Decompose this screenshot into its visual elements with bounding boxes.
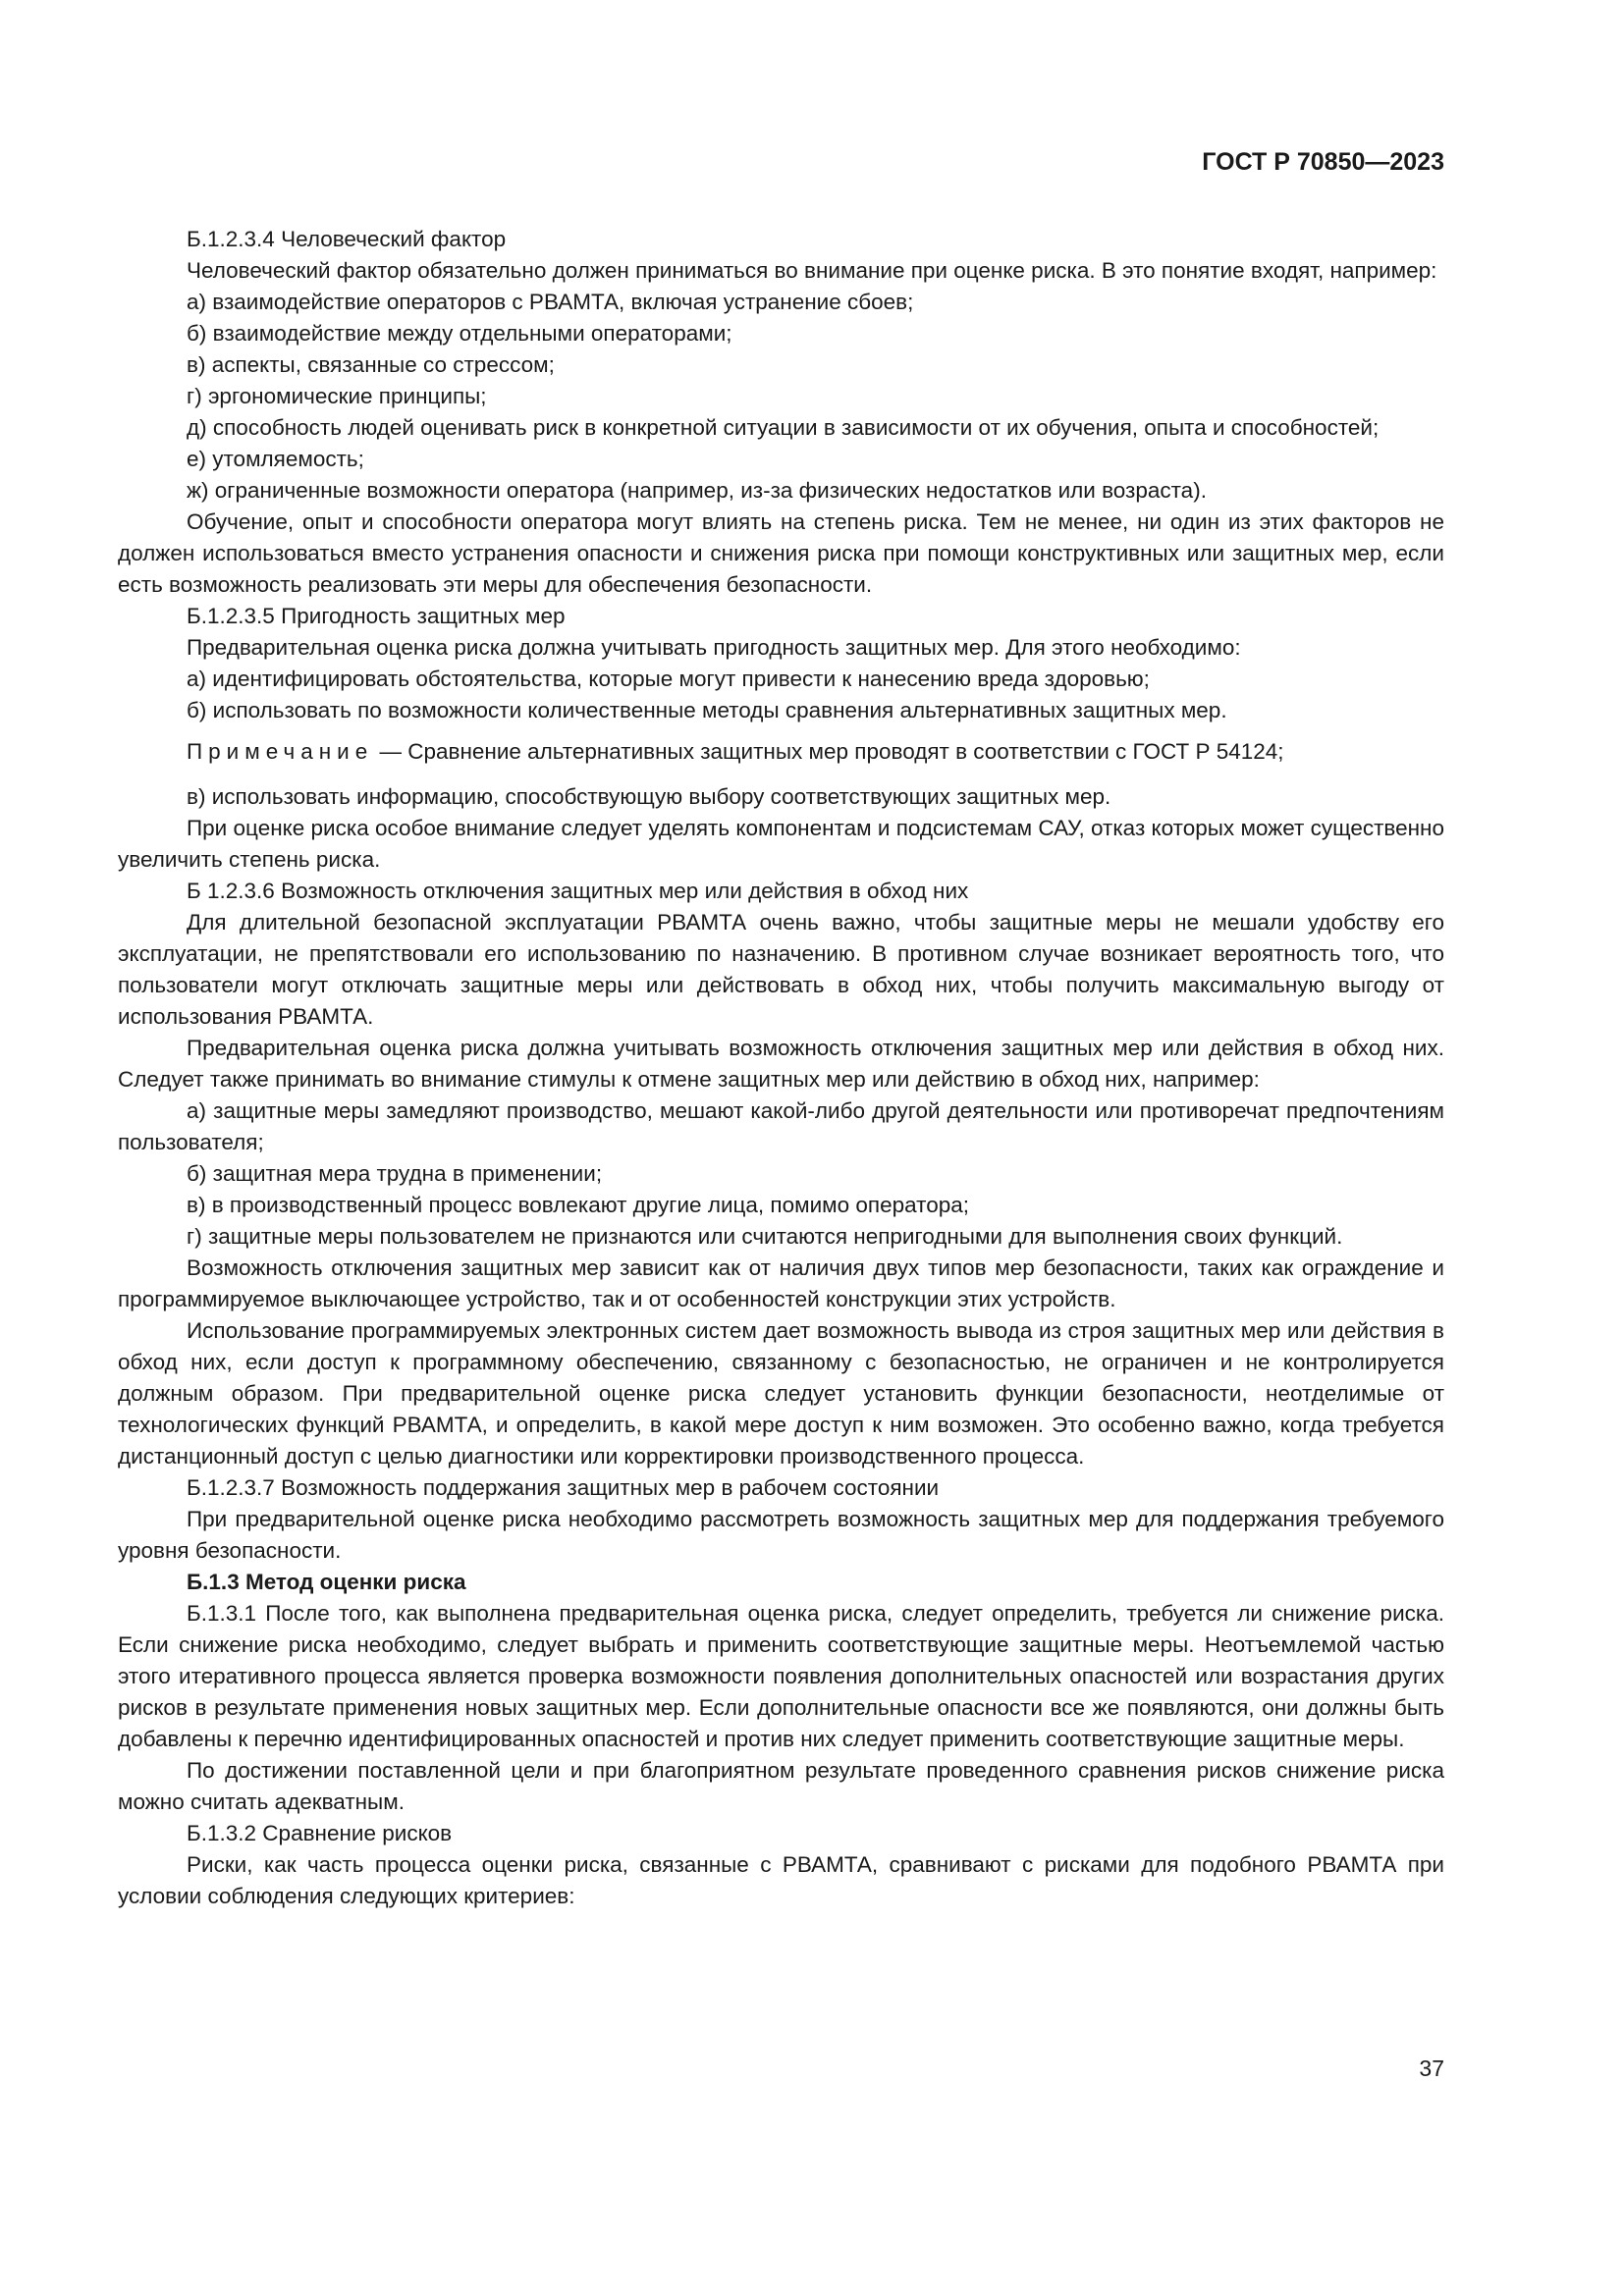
note-text: — Сравнение альтернативных защитных мер проводят в соответствии с ГОСТ Р 54124; [373, 739, 1284, 764]
list-item: а) взаимодействие операторов с РВАМТА, включая устранение сбоев; [187, 290, 914, 314]
list-item: д) способность людей оценивать риск в конкретной ситуации в зависимости от их обучения, опыта и способностей; [187, 415, 1380, 440]
list-item: а) идентифицировать обстоятельства, которые могут привести к нанесению вреда здоровью; [187, 667, 1150, 691]
page-number: 37 [1419, 2056, 1444, 2081]
note [118, 736, 1444, 768]
paragraph: Человеческий фактор обязательно должен приниматься во внимание при оценке риска. В это понятие входят, например: [187, 258, 1437, 283]
paragraph: По достижении поставленной цели и при благоприятном результате проведенного сравнения рисков снижение риска можно считать адекватным. [118, 1758, 1444, 1814]
paragraph: При оценке риска особое внимание следует уделять компонентам и подсистемам САУ, отказ которых может существенно увеличить степень риска. [118, 816, 1444, 872]
paragraph: При предварительной оценке риска необходимо рассмотреть возможность защитных мер для поддержания требуемого уровня безопасности. [118, 1507, 1444, 1563]
list-item: б) защитная мера трудна в применении; [187, 1161, 603, 1186]
list-item: в) аспекты, связанные со стрессом; [187, 352, 555, 377]
subsection-heading: Б 1.2.3.6 Возможность отключения защитных мер или действия в обход них [187, 879, 969, 903]
paragraph: Обучение, опыт и способности оператора могут влиять на степень риска. Тем не менее, ни один из этих факторов не должен использоваться вместо устранения опасности и снижения риска при помощи конструктивных или защитных мер, если есть возможность реализовать эти меры для обеспечения безопасности. [118, 509, 1444, 597]
section-heading: Б.1.3 Метод оценки риска [187, 1570, 466, 1594]
paragraph: Предварительная оценка риска должна учитывать пригодность защитных мер. Для этого необходимо: [187, 635, 1241, 660]
subsection-heading: Б.1.3.2 Сравнение рисков [187, 1821, 453, 1845]
list-item: б) использовать по возможности количественные методы сравнения альтернативных защитных мер. [187, 698, 1227, 722]
subsection-heading: Б.1.2.3.7 Возможность поддержания защитных мер в рабочем состоянии [187, 1475, 940, 1500]
paragraph: Риски, как часть процесса оценки риска, связанные с РВАМТА, сравнивают с рисками для подобного РВАМТА при условии соблюдения следующих критериев: [118, 1852, 1444, 1908]
list-item: г) защитные меры пользователем не признаются или считаются непригодными для выполнения своих функций. [187, 1224, 1343, 1249]
list-item: ж) ограниченные возможности оператора (например, из-за физических недостатков или возраста). [187, 478, 1207, 503]
note-label: Примечание [187, 739, 374, 764]
subsection-heading: Б.1.2.3.4 Человеческий фактор [187, 227, 507, 251]
list-item: г) эргономические принципы; [187, 384, 487, 408]
paragraph: Использование программируемых электронных систем дает возможность вывода из строя защитных мер или действия в обход них, если доступ к программному обеспечению, связанному с безопасностью, не ограничен и не контролируется должным образом. При предварительной оценке риска следует установить функции безопасности, неотделимые от технологических функций РВАМТА, и определить, в какой мере доступ к ним возможен. Это особенно важно, когда требуется дистанционный доступ с целью диагностики или корректировки производственного процесса. [118, 1318, 1444, 1468]
paragraph: Для длительной безопасной эксплуатации РВАМТА очень важно, чтобы защитные меры не мешали удобству его эксплуатации, не препятствовали его использованию по назначению. В противном случае возникает вероятность того, что пользователи могут отключать защитные меры или действовать в обход них, чтобы получить максимальную выгоду от использования РВАМТА. [118, 910, 1444, 1029]
document-body [118, 224, 1444, 1912]
list-item: в) в производственный процесс вовлекают другие лица, помимо оператора; [187, 1193, 969, 1217]
subsection-heading: Б.1.2.3.5 Пригодность защитных мер [187, 604, 566, 628]
paragraph: Возможность отключения защитных мер зависит как от наличия двух типов мер безопасности, таких как ограждение и программируемое выключающее устройство, так и от особенностей конструкции этих устройств. [118, 1255, 1444, 1311]
paragraph: Предварительная оценка риска должна учитывать возможность отключения защитных мер или действия в обход них. Следует также принимать во внимание стимулы к отмене защитных мер или действию в обход них, например: [118, 1036, 1444, 1092]
document-code-header: ГОСТ Р 70850—2023 [1202, 148, 1444, 176]
list-item: а) защитные меры замедляют производство, мешают какой-либо другой деятельности или противоречат предпочтениям пользователя; [118, 1098, 1444, 1154]
list-item: в) использовать информацию, способствующую выбору соответствующих защитных мер. [187, 784, 1111, 809]
paragraph: Б.1.3.1 После того, как выполнена предварительная оценка риска, следует определить, требуется ли снижение риска. Если снижение риска необходимо, следует выбрать и применить соответствующие защитные меры. Неотъемлемой частью этого итеративного процесса является проверка возможности появления дополнительных опасностей или возрастания других рисков в результате применения новых защитных мер. Если дополнительные опасности все же появляются, они должны быть добавлены к перечню идентифицированных опасностей и против них следует применить соответствующие защитные меры. [118, 1601, 1444, 1751]
list-item: б) взаимодействие между отдельными операторами; [187, 321, 732, 346]
list-item: е) утомляемость; [187, 447, 364, 471]
